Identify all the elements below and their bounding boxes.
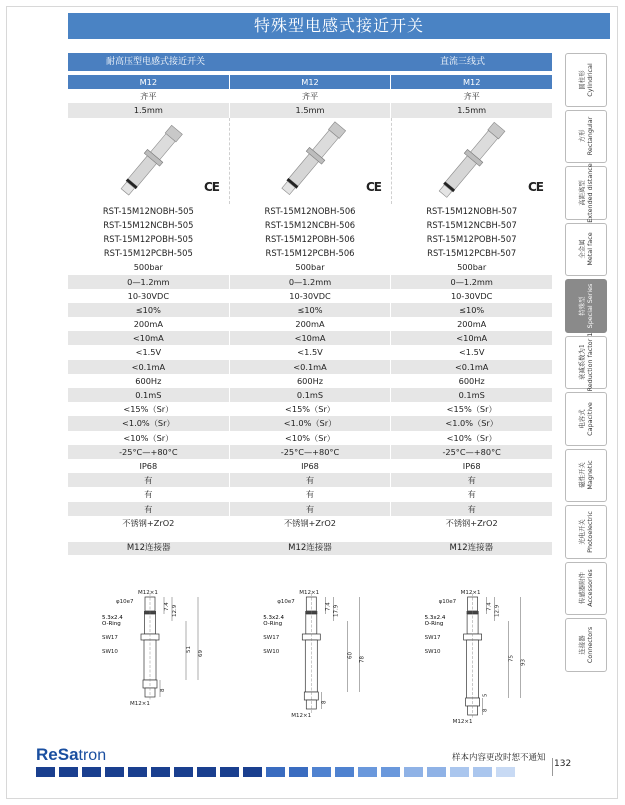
dim-value: 8 xyxy=(160,688,166,692)
side-tab-cn: 高距离型 xyxy=(578,179,586,206)
category-dc-three-wire: 直流三线式 xyxy=(440,57,486,67)
size-cell: M12 xyxy=(230,75,392,89)
notice-text: 样本内容更改时恕不通知 xyxy=(452,753,546,763)
page-number: 132 xyxy=(554,759,572,769)
spec-cell: IP68 xyxy=(230,459,392,473)
category-high-pressure: 耐高压型电感式接近开关 xyxy=(106,57,206,67)
spec-row xyxy=(68,416,552,430)
page-title: 特殊型电感式接近开关 xyxy=(68,13,610,39)
dim-value: 69 xyxy=(198,650,204,657)
spec-cell: 有 xyxy=(68,487,230,501)
model-no: RST-15M12PCBH-506 xyxy=(230,246,392,260)
thread-bottom-label: M12×1 xyxy=(130,701,150,707)
model-numbers xyxy=(68,204,552,261)
dim-value: 5 xyxy=(482,693,489,697)
distance-cell: 1.5mm xyxy=(457,105,487,116)
spec-cell: 有 xyxy=(467,503,476,514)
dim-value: 75 xyxy=(508,655,515,662)
decor-squares xyxy=(36,767,515,777)
product-image-cell xyxy=(392,118,553,204)
dim-value: 7.4 xyxy=(164,602,170,611)
spec-cell: <15%（Sr） xyxy=(68,402,230,416)
spec-cell: <1.0%（Sr） xyxy=(230,416,392,430)
decor-square xyxy=(59,767,78,777)
side-tab-photoelectric[interactable] xyxy=(565,505,607,559)
spec-cell: <1.0%（Sr） xyxy=(68,416,230,430)
side-tab-cn: 方形 xyxy=(578,129,586,143)
model-no: RST-15M12NOBH-507 xyxy=(426,205,518,216)
spec-cell: 10-30VDC xyxy=(450,290,493,301)
side-tab-label xyxy=(578,63,594,97)
dim-value: 8 xyxy=(482,708,489,712)
dimension-drawings xyxy=(68,587,552,727)
decor-square xyxy=(105,767,124,777)
spec-row xyxy=(68,374,552,388)
side-tab-reduction-factor-1[interactable] xyxy=(565,332,607,392)
side-tab-en: Photoelectric xyxy=(586,510,594,553)
side-tab-cn: 光电开关 xyxy=(578,518,586,545)
side-tab-label xyxy=(578,627,594,663)
side-tab-connectors[interactable] xyxy=(565,618,607,672)
spec-cell: <0.1mA xyxy=(68,360,230,374)
decor-square xyxy=(496,767,515,777)
side-tab-label xyxy=(578,511,594,553)
oring-size-label: 5.3x2.4 xyxy=(102,615,123,621)
side-tab-cn: 电容式 xyxy=(578,409,586,429)
side-tab-en: Special Series xyxy=(586,283,594,329)
model-no: RST-15M12PCBH-507 xyxy=(427,248,517,259)
thread-bottom-label: M12×1 xyxy=(452,719,473,725)
size-cell: M12 xyxy=(462,77,481,87)
connector-cell: M12连接器 xyxy=(449,542,494,553)
sw17-label: SW17 xyxy=(102,635,118,641)
spec-cell: 600Hz xyxy=(68,374,230,388)
connector-cell: M12连接器 xyxy=(288,542,332,553)
side-tab-en: Rectangular xyxy=(586,117,594,156)
ce-mark: CE xyxy=(527,179,543,194)
side-tab-label xyxy=(578,117,594,156)
spec-cell: -25°C—+80°C xyxy=(68,445,230,459)
spec-row xyxy=(68,388,552,402)
model-row xyxy=(68,246,552,260)
thread-top-label: M12×1 xyxy=(138,590,158,596)
spec-cell: 10-30VDC xyxy=(68,289,230,303)
side-tab-capacitive[interactable] xyxy=(565,392,607,446)
side-tab-en: Metal face xyxy=(586,232,594,266)
spec-row xyxy=(68,289,552,303)
spec-cell: <10%（Sr） xyxy=(68,431,230,445)
spec-cell: IP68 xyxy=(462,460,481,471)
spec-cell: 200mA xyxy=(230,317,392,331)
spec-cell: 600Hz xyxy=(458,375,485,386)
ce-mark: CE xyxy=(203,179,219,194)
decor-square xyxy=(450,767,469,777)
spec-cell: <10mA xyxy=(456,333,488,344)
decor-square xyxy=(335,767,354,777)
side-tab-label xyxy=(578,570,594,607)
decor-square xyxy=(220,767,239,777)
dim-value: 17.9 xyxy=(333,604,340,617)
side-tab-cn: 圆柱形 xyxy=(578,70,586,90)
diameter-label: φ10e7 xyxy=(116,599,134,605)
decor-square xyxy=(36,767,55,777)
side-tab-en: Extended distance xyxy=(586,163,594,223)
side-tab-cn: 连接器 xyxy=(578,635,586,655)
oring-name-label: O-Ring xyxy=(263,621,283,627)
decor-square xyxy=(312,767,331,777)
spec-cell: 10-30VDC xyxy=(230,289,392,303)
spec-row xyxy=(68,431,552,445)
spec-cell: 0.1mS xyxy=(458,390,485,400)
distance-cell: 1.5mm xyxy=(68,103,230,117)
model-no: RST-15M12NOBH-506 xyxy=(230,204,392,218)
spec-cell: ≤10% xyxy=(230,303,392,317)
mount-cell: 齐平 xyxy=(68,89,230,103)
spec-cell: <10%（Sr） xyxy=(230,431,392,445)
side-tab-en: Accessories xyxy=(586,569,594,607)
model-no: RST-15M12NOBH-505 xyxy=(68,204,230,218)
spec-cell: ≤10% xyxy=(68,303,230,317)
spec-row xyxy=(68,360,552,374)
decor-square xyxy=(358,767,377,777)
side-tab-nav xyxy=(565,53,607,675)
decor-square xyxy=(404,767,423,777)
decor-square xyxy=(151,767,170,777)
model-no: RST-15M12NCBH-505 xyxy=(68,218,230,232)
product-image-cell xyxy=(68,118,230,204)
spec-cell: 有 xyxy=(467,475,476,486)
model-no: RST-15M12NCBH-506 xyxy=(230,218,392,232)
spec-cell: 0.1mS xyxy=(68,388,230,402)
model-no: RST-15M12PCBH-505 xyxy=(68,246,230,260)
spec-cell: <10%（Sr） xyxy=(446,432,497,443)
spec-row xyxy=(68,345,552,359)
dimension-drawing xyxy=(425,590,527,725)
size-row xyxy=(68,75,552,89)
spec-cell: <1.0%（Sr） xyxy=(445,418,498,429)
spec-row xyxy=(68,487,552,501)
thread-top-label: M12×1 xyxy=(299,590,320,596)
dim-value: 8 xyxy=(321,700,328,704)
logo-bold: ReSa xyxy=(36,745,79,764)
decor-square xyxy=(174,767,193,777)
spec-cell: <1.5V xyxy=(68,345,230,359)
dim-value: 7.4 xyxy=(486,602,493,611)
spec-cell: 不锈钢+ZrO2 xyxy=(68,516,230,530)
dim-value: 78 xyxy=(359,656,366,663)
sw17-label: SW17 xyxy=(263,635,280,641)
diameter-label: φ10e7 xyxy=(438,599,457,605)
connector-row xyxy=(68,542,552,555)
spec-cell: 500bar xyxy=(68,260,230,274)
model-no: RST-15M12POBH-505 xyxy=(68,232,230,246)
side-tab-label xyxy=(578,233,594,266)
sw10-label: SW10 xyxy=(263,649,280,655)
spec-row xyxy=(68,473,552,487)
logo-light: tron xyxy=(78,747,107,764)
connector-cell: M12连接器 xyxy=(126,542,171,553)
spec-row xyxy=(68,260,552,274)
product-image-cell xyxy=(230,118,392,204)
spec-cell: <10mA xyxy=(230,331,392,345)
side-tab-cn: 衰减系数为1 xyxy=(578,344,586,381)
spec-cell: 有 xyxy=(467,489,476,500)
sw10-label: SW10 xyxy=(424,649,441,655)
spec-cell: -25°C—+80°C xyxy=(442,446,501,457)
side-tab-label xyxy=(578,402,594,436)
dim-value: 51 xyxy=(186,646,192,653)
spec-cell: -25°C—+80°C xyxy=(230,445,392,459)
dim-value: 7.4 xyxy=(325,602,332,611)
sw10-label: SW10 xyxy=(102,649,118,655)
spec-cell: 200mA xyxy=(457,319,487,330)
mount-cell: 齐平 xyxy=(463,91,480,102)
spec-row xyxy=(68,445,552,459)
spec-cell: <0.1mA xyxy=(454,361,489,372)
mount-row xyxy=(68,89,552,103)
spec-cell: 600Hz xyxy=(230,374,392,388)
side-tab-accessories[interactable] xyxy=(565,562,607,616)
dim-value: 60 xyxy=(347,652,354,659)
decor-square xyxy=(266,767,285,777)
decor-square xyxy=(197,767,216,777)
category-header xyxy=(68,53,552,71)
decor-square xyxy=(381,767,400,777)
spec-row xyxy=(68,275,552,289)
spec-cell: <15%（Sr） xyxy=(230,402,392,416)
spec-cell: 有 xyxy=(230,502,392,516)
spec-cell: <15%（Sr） xyxy=(446,404,497,415)
page-divider xyxy=(552,758,553,776)
spec-cell: 有 xyxy=(68,502,230,516)
side-tab-special-series[interactable] xyxy=(565,279,607,333)
side-tab-label xyxy=(578,283,594,328)
side-tab-label xyxy=(578,461,594,490)
product-image-row xyxy=(68,118,552,204)
spec-cell: <1.5V xyxy=(458,347,485,358)
spec-row xyxy=(68,317,552,331)
spec-cell: 有 xyxy=(230,473,392,487)
distance-row xyxy=(68,103,552,117)
side-tab-en: Reduction factor 1 xyxy=(586,332,594,392)
spec-cell: 0—1.2mm xyxy=(450,276,493,287)
side-tab-cylindrical[interactable] xyxy=(565,53,607,107)
spec-row xyxy=(68,502,552,516)
dimension-drawing xyxy=(102,590,204,707)
model-row xyxy=(68,232,552,246)
spec-cell: 有 xyxy=(68,473,230,487)
spec-cell: 200mA xyxy=(68,317,230,331)
side-tab-cn: 全金属 xyxy=(578,239,586,259)
side-tab-metal-face[interactable] xyxy=(565,223,607,277)
side-tab-cn: 特殊型 xyxy=(578,296,586,316)
spec-row xyxy=(68,331,552,345)
decor-square xyxy=(427,767,446,777)
size-cell: M12 xyxy=(68,75,230,89)
side-tab-cn: 传感器附件 xyxy=(578,572,586,605)
dimension-drawing xyxy=(263,590,365,719)
side-tab-en: Connectors xyxy=(586,626,594,663)
side-tab-label xyxy=(578,333,594,392)
diameter-label: φ10e7 xyxy=(277,599,295,605)
model-no: RST-15M12POBH-507 xyxy=(426,233,517,244)
spec-row xyxy=(68,303,552,317)
spec-cell: 不锈钢+ZrO2 xyxy=(445,517,498,528)
decor-square xyxy=(473,767,492,777)
thread-top-label: M12×1 xyxy=(460,590,481,596)
spec-cell: 0.1mS xyxy=(230,388,392,402)
footer xyxy=(36,745,556,785)
dim-value: 93 xyxy=(520,659,527,666)
side-tab-en: Magnetic xyxy=(586,460,594,490)
brand-logo xyxy=(36,745,106,765)
model-row xyxy=(68,204,552,218)
distance-cell: 1.5mm xyxy=(230,103,392,117)
model-no: RST-15M12NCBH-507 xyxy=(426,219,517,230)
spec-cell: 500bar xyxy=(230,260,392,274)
side-tab-cn: 磁性开关 xyxy=(578,462,586,489)
oring-size-label: 5.3x2.4 xyxy=(424,615,446,621)
oring-name-label: O-Ring xyxy=(424,621,444,627)
spec-cell: 500bar xyxy=(457,262,487,273)
spec-cell: 0—1.2mm xyxy=(230,275,392,289)
spec-cell: <0.1mA xyxy=(230,360,392,374)
spec-cell: <10mA xyxy=(68,331,230,345)
decor-square xyxy=(82,767,101,777)
spec-table xyxy=(68,75,552,555)
mount-cell: 齐平 xyxy=(230,89,392,103)
dim-value: 12.9 xyxy=(494,604,501,617)
spec-row xyxy=(68,459,552,473)
spec-row xyxy=(68,516,552,530)
model-no: RST-15M12POBH-506 xyxy=(230,232,392,246)
spec-cell: 有 xyxy=(230,487,392,501)
decor-square xyxy=(289,767,308,777)
side-tab-en: Capacitive xyxy=(586,401,594,436)
side-tab-label xyxy=(578,163,594,222)
side-tab-extended-distance[interactable] xyxy=(565,163,607,223)
decor-square xyxy=(243,767,262,777)
side-tab-en: Cylindrical xyxy=(586,62,594,97)
sw17-label: SW17 xyxy=(424,635,441,641)
spec-cell: 0—1.2mm xyxy=(68,275,230,289)
spec-cell: IP68 xyxy=(68,459,230,473)
spec-cell: 不锈钢+ZrO2 xyxy=(230,516,392,530)
ce-mark: CE xyxy=(365,179,381,194)
decor-square xyxy=(128,767,147,777)
oring-name-label: O-Ring xyxy=(102,621,121,627)
thread-bottom-label: M12×1 xyxy=(291,713,312,719)
spec-row xyxy=(68,402,552,416)
side-tab-magnetic[interactable] xyxy=(565,449,607,503)
spec-cell: <1.5V xyxy=(230,345,392,359)
spec-rows xyxy=(68,260,552,530)
oring-size-label: 5.3x2.4 xyxy=(263,615,285,621)
side-tab-rectangular[interactable] xyxy=(565,110,607,164)
model-row xyxy=(68,218,552,232)
dim-value: 12.9 xyxy=(172,604,178,617)
spec-cell: ≤10% xyxy=(459,304,485,315)
